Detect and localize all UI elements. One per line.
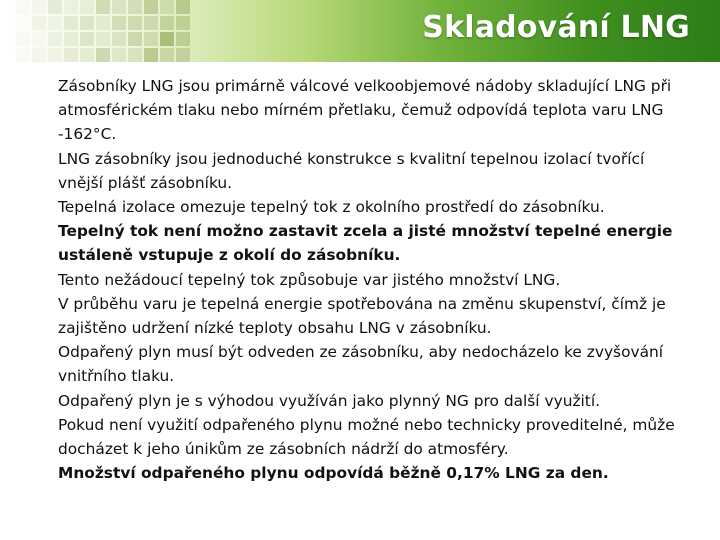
body-paragraph: Pokud není využití odpařeného plynu možné nebo technicky proveditelné, může docházet k jeho únikům ze zásobních nádrží do atmosféry. [58,415,675,459]
decorative-square [112,0,126,14]
decorative-square [0,32,14,46]
decorative-square [160,32,174,46]
decorative-square [176,48,190,62]
decorative-square [64,32,78,46]
decorative-square [16,32,30,46]
decorative-square [80,16,94,30]
decorative-square [160,0,174,14]
decorative-square [64,0,78,14]
decorative-square [48,0,62,14]
decorative-square [144,16,158,30]
decorative-square [112,48,126,62]
decorative-square [96,0,110,14]
decorative-square [80,48,94,62]
decorative-square [112,16,126,30]
body-paragraph: Tepelná izolace omezuje tepelný tok z okolního prostředí do zásobníku. [58,198,605,217]
decorative-square [128,16,142,30]
decorative-square [128,32,142,46]
decorative-square [0,48,14,62]
decorative-square [144,48,158,62]
decorative-square [128,0,142,14]
body-paragraph: Tento nežádoucí tepelný tok způsobuje var jistého množství LNG. [58,270,561,289]
decorative-square [80,0,94,14]
decorative-squares [0,0,190,62]
decorative-square [144,0,158,14]
decorative-square [16,16,30,30]
body-paragraph-bold: Tepelný tok není možno zastavit zcela a jisté množství tepelné energie ustáleně vstupuje z okolí do zásobníku. [58,222,673,265]
decorative-square [32,16,46,30]
decorative-square [144,32,158,46]
decorative-square [96,16,110,30]
body-paragraph: LNG zásobníky jsou jednoduché konstrukce s kvalitní tepelnou izolací tvořící vnější plášť zásobníku. [58,149,645,192]
decorative-square [48,32,62,46]
decorative-square [128,48,142,62]
decorative-square [32,0,46,14]
body-paragraph-bold: Množství odpařeného plynu odpovídá běžně 0,17% LNG za den. [58,464,609,483]
slide-body [58,74,694,485]
decorative-square [176,32,190,46]
decorative-square [32,32,46,46]
decorative-square [64,48,78,62]
decorative-square [0,16,14,30]
body-paragraph: Odpařený plyn je s výhodou využíván jako plynný NG pro další využití. [58,391,601,410]
decorative-square [64,16,78,30]
decorative-square [32,48,46,62]
decorative-square [96,48,110,62]
decorative-square [96,32,110,46]
decorative-square [16,0,30,14]
slide-title: Skladování LNG [422,10,690,45]
decorative-square [160,16,174,30]
decorative-square [48,16,62,30]
decorative-square [0,0,14,14]
decorative-square [160,48,174,62]
body-paragraph: V průběhu varu je tepelná energie spotřebována na změnu skupenství, čímž je zajištěno udržení nízké teploty obsahu LNG v zásobníku. [58,294,666,338]
decorative-square [176,0,190,14]
decorative-square [48,48,62,62]
decorative-square [176,16,190,30]
decorative-square [112,32,126,46]
body-paragraph: Odpařený plyn musí být odveden ze zásobníku, aby nedocházelo ke zvyšování vnitřního tlaku. [58,343,664,386]
body-paragraph: Zásobníky LNG jsou primárně válcové velkoobjemové nádoby skladující LNG při atmosférickém tlaku nebo mírném přetlaku, čemuž odpovídá teplota varu LNG -162°C. [58,77,672,144]
title-banner [0,0,720,62]
decorative-square [80,32,94,46]
decorative-square [16,48,30,62]
